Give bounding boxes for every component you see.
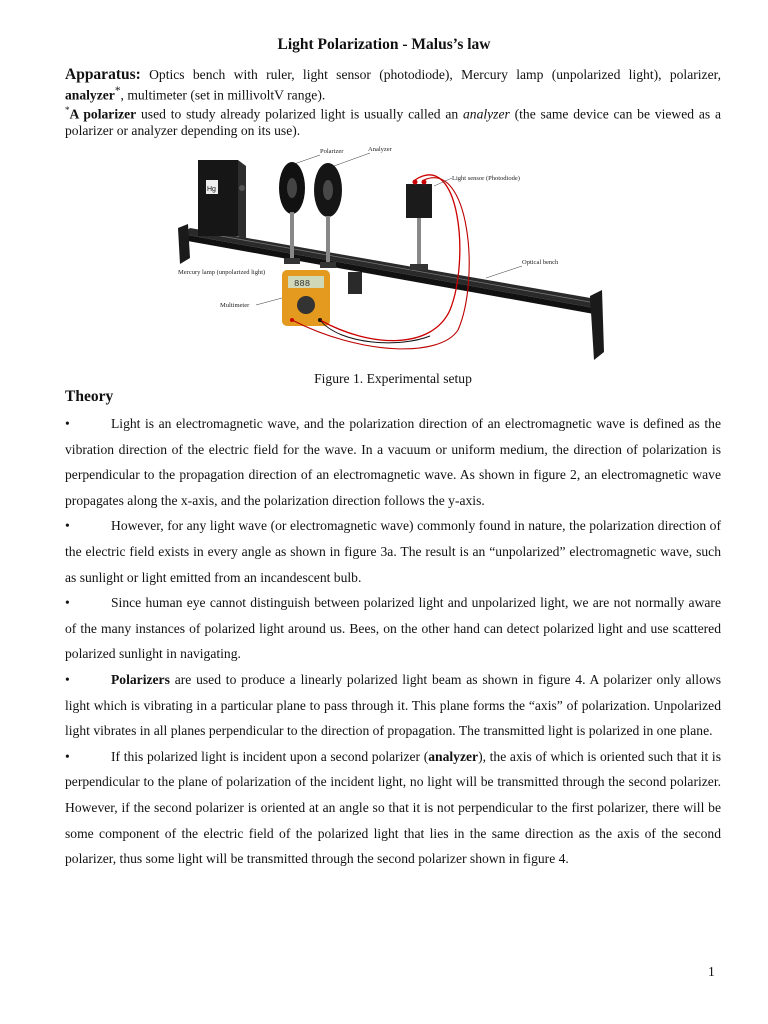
bullet-2: • (65, 518, 70, 534)
label-optical-bench: Optical bench (522, 259, 559, 266)
bench-ruler (210, 234, 590, 302)
light-sensor (406, 180, 432, 271)
theory-heading: Theory (65, 388, 114, 405)
theory-paragraph-1 (65, 411, 721, 513)
mercury-lamp (198, 160, 246, 240)
bullet-4: • (65, 671, 70, 687)
apparatus-text-1: Optics bench with ruler, light sensor (photodiode), Mercury lamp (unpolarized light), polarizer, (140, 67, 721, 82)
figure-caption: Figure 1. Experimental setup (314, 371, 472, 386)
paragraph-3-text: Since human eye cannot distinguish between polarized light and unpolarized light, we are not normally aware of the many instances of polarized light around us. Bees, on the other hand can detect polarized light and use scattered polarized sunlight in navigating. (65, 595, 721, 662)
document-title: Light Polarization - Malus’s law (277, 36, 491, 53)
bench-right-foot (590, 290, 604, 360)
note-bold: A polarizer (69, 106, 137, 122)
apparatus-mark: * (114, 85, 121, 97)
lamp-mark: Hg (207, 186, 216, 193)
paragraph-2-text: However, for any light wave (or electromagnetic wave) commonly found in nature, the polarization direction of the electric field exists in every angle as shown in figure 3a. The result is an “unpolarized” electromagnetic wave, such as sunlight or light emitted from an incandescent bulb. (65, 518, 721, 585)
label-multimeter: Multimeter (220, 302, 250, 309)
theory-paragraph-5 (65, 744, 721, 872)
bullet-1: • (65, 416, 70, 431)
theory-paragraph-3 (65, 590, 721, 667)
multimeter-display: 888 (294, 279, 311, 289)
paragraph-1-text: Light is an electromagnetic wave, and the polarization direction of an electromagnetic wave is defined as the vibration direction of the electric field for the wave. In a vacuum or uniform medium, the direction of polarization is perpendicular to the propagation direction of an electromagnetic wave. As shown in figure 2, an electromagnetic wave propagates along the x-axis, and the polarization direction follows the y-axis. (65, 416, 721, 508)
multimeter (282, 270, 330, 326)
theory-paragraph-2 (65, 513, 721, 590)
theory-paragraph-4 (65, 667, 721, 744)
note-italic: analyzer (462, 106, 510, 122)
paragraph-4-bold: Polarizers (111, 671, 170, 687)
apparatus-bold: analyzer (65, 87, 115, 103)
apparatus-text-2: , multimeter (set in millivoltV range). (120, 87, 326, 103)
apparatus-paragraph (65, 66, 721, 104)
bench-center-support (348, 272, 362, 294)
label-mercury-lamp: Mercury lamp (unpolarized light) (178, 269, 266, 276)
label-light-sensor: Light sensor (Photodiode) (452, 175, 520, 182)
bench-left-foot (178, 224, 190, 264)
bullet-5: • (65, 748, 70, 764)
page-number: 1 (708, 964, 715, 979)
apparatus-label: Apparatus: (65, 66, 141, 83)
note-text-2: (the same device can be viewed as a polarizer or analyzer depending on its use). (65, 106, 721, 139)
label-polarizer: Polarizer (320, 148, 344, 155)
note-text-1: used to study already polarized light is usually called an (136, 106, 463, 122)
paragraph-5-bold: analyzer (428, 748, 479, 764)
footnote-paragraph (65, 102, 721, 140)
note-mark: * (65, 105, 70, 115)
paragraph-5-text-b: ), the axis of which is oriented such that it is perpendicular to the plane of polarization of the incident light, no light will be transmitted through the second polarizer. However, if the second polarizer is oriented at an angle so that it is not perpendicular to the first polarizer, there will be some component of the electric field of the polarized light that lies in the same direction as the axis of the second polarizer, thus some light will be transmitted through the second polarizer shown in figure 4. (65, 748, 721, 867)
bullet-3: • (65, 595, 70, 611)
label-analyzer: Analyzer (368, 146, 392, 153)
theory-body (65, 411, 721, 872)
experimental-setup-figure (170, 140, 610, 372)
paragraph-4-text: are used to produce a linearly polarized light beam as shown in figure 4. A polarizer only allows light which is vibrating in a particular plane to pass through it. This plane forms the “axis” of polarization. Unpolarized light vibrates in all planes perpendicular to the direction of propagation. The transmitted light is polarized in one plane. (65, 671, 721, 739)
paragraph-5-text-a: If this polarized light is incident upon a second polarizer ( (111, 748, 429, 764)
